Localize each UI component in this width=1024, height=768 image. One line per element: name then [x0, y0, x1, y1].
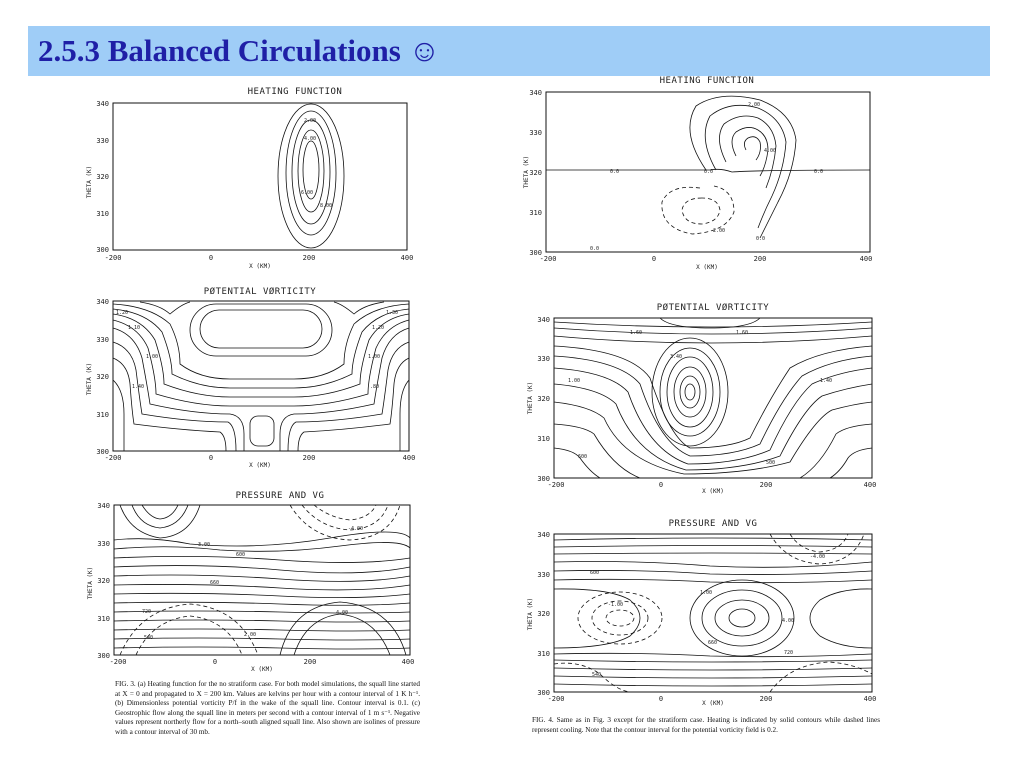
x-tick: 400	[863, 695, 877, 703]
plot-title: PØTENTIAL VØRTICITY	[656, 303, 770, 313]
contour-label: 1.40	[820, 378, 833, 384]
y-tick: 330	[537, 571, 550, 579]
contour-label: 540	[144, 635, 154, 641]
y-tick: 300	[537, 689, 550, 697]
x-tick: -200	[104, 454, 122, 462]
x-tick: 0	[658, 695, 664, 703]
y-tick: 310	[97, 615, 110, 623]
x-axis-label: X (KM)	[251, 666, 273, 673]
x-tick: -200	[104, 254, 122, 262]
y-tick: 330	[537, 355, 550, 363]
y-tick: 300	[529, 249, 542, 257]
fig3-pressure-panel	[80, 488, 420, 673]
x-tick: 0	[208, 254, 214, 262]
plot-frame	[113, 301, 409, 451]
y-tick: 300	[537, 475, 550, 483]
y-tick: 300	[96, 246, 109, 254]
fig4-caption: FIG. 4. Same as in Fig. 3 except for the stratiform case. Heating is indicated by solid contours while dashed lines represent cooling. Note that the contour interval for the potential vorticity field is 0.2.	[532, 716, 880, 734]
contour-label: 1.00	[568, 378, 581, 384]
fig3-heating-panel	[80, 82, 420, 272]
contour-label: 600	[236, 552, 246, 558]
fig4-pressure-panel	[520, 514, 890, 706]
contour-label: 1.20	[116, 310, 129, 316]
plot-title: PRESSURE AND VG	[235, 491, 325, 501]
x-tick: 0	[658, 481, 664, 489]
y-tick: 310	[537, 435, 550, 443]
x-tick: 400	[401, 658, 415, 666]
x-axis-label: X (KM)	[696, 264, 718, 271]
y-tick: 320	[529, 169, 542, 177]
plot-title: PØTENTIAL VØRTICITY	[203, 287, 317, 297]
fig4-heating-panel	[520, 72, 890, 272]
y-tick: 310	[96, 411, 109, 419]
contour-label: 540	[592, 672, 602, 678]
x-tick: 200	[759, 695, 773, 703]
y-axis-label: THETA (K)	[527, 381, 534, 415]
contour-label: 1.00	[700, 590, 713, 596]
contour-label: 600	[578, 454, 588, 460]
y-tick: 340	[97, 502, 110, 510]
x-tick: -200	[547, 695, 565, 703]
x-tick: 200	[753, 255, 767, 263]
fig4-pv-panel	[520, 298, 890, 494]
x-tick: 400	[859, 255, 873, 263]
y-axis-label: THETA (K)	[523, 155, 530, 189]
x-tick: 400	[863, 481, 877, 489]
contour-label: 1.00	[368, 354, 381, 360]
y-tick: 340	[537, 531, 550, 539]
y-tick: 310	[96, 210, 109, 218]
y-tick: 310	[537, 650, 550, 658]
x-axis-label: X (KM)	[702, 488, 724, 495]
y-tick: 340	[529, 89, 542, 97]
fig3-caption: FIG. 3. (a) Heating function for the no stratiform case. For both model simulations, the squall line started at X = 0 and propagated to X = 200 km. Values are kelvins per hour with a contour interval of 1 K h⁻¹. (b) Dimensionless potential vorticity P/f in the wake of the squall line. Contour interval is 0.1. (c) Geostrophic flow along the squall line in meters per second with a contour interval of 1 m s⁻¹. Negative values represent northerly flow for a north–south aligned squall line. Also shown are isolines of pressure with a contour interval of 30 mb.	[115, 680, 420, 736]
contour-label: 3.00	[198, 542, 211, 548]
y-axis-label: THETA (K)	[87, 566, 94, 600]
contour-label: 600	[590, 570, 600, 576]
y-tick: 340	[96, 100, 109, 108]
contour-label: 1.60	[736, 330, 749, 336]
fig4-heating-plot	[520, 72, 890, 272]
y-tick: 320	[537, 610, 550, 618]
contour-label: 0.0	[610, 169, 620, 175]
contour-label: -2.00	[710, 228, 726, 234]
x-tick: 200	[759, 481, 773, 489]
contour-label: 2.00	[304, 118, 317, 124]
y-tick: 320	[96, 173, 109, 181]
x-tick: 0	[212, 658, 218, 666]
y-tick: 320	[537, 395, 550, 403]
x-tick: 400	[402, 454, 416, 462]
contour-lines	[113, 302, 409, 451]
y-tick: 340	[96, 298, 109, 306]
y-tick: 300	[96, 448, 109, 456]
title-bar	[28, 26, 990, 76]
y-tick: 300	[97, 652, 110, 660]
fig3-pressure-plot	[80, 488, 420, 673]
contour-lines	[114, 505, 410, 655]
contour-label: 500	[766, 460, 776, 466]
contour-label: 4.00	[304, 136, 317, 142]
contour-label: 3.40	[670, 354, 683, 360]
fig4-pressure-plot	[520, 514, 890, 706]
y-tick: 330	[529, 129, 542, 137]
x-tick: 200	[302, 454, 316, 462]
slide-title: 2.5.3 Balanced Circulations ☺	[38, 33, 441, 68]
contour-label: 0.0	[704, 169, 714, 175]
fig3-pv-panel	[80, 284, 420, 472]
contour-label: 0.0	[756, 236, 766, 242]
fig3-pv-plot	[80, 284, 420, 472]
contour-label: -1.00	[608, 602, 624, 608]
y-axis-label: THETA (K)	[86, 362, 93, 396]
contour-label: 8.00	[320, 203, 333, 209]
x-axis-label: X (KM)	[249, 462, 271, 469]
contour-label: 6.00	[301, 190, 314, 196]
contour-label: 1.40	[132, 384, 145, 390]
plot-title: PRESSURE AND VG	[668, 519, 758, 529]
y-tick: 340	[537, 316, 550, 324]
contour-label: 1.10	[128, 325, 141, 331]
contour-label: 720	[784, 650, 794, 656]
plot-frame	[113, 103, 407, 250]
x-tick: 200	[303, 658, 317, 666]
fig4-pv-plot	[520, 298, 890, 494]
y-tick: 310	[529, 209, 542, 217]
x-tick: -200	[109, 658, 127, 666]
x-tick: -200	[547, 481, 565, 489]
x-axis-label: X (KM)	[702, 700, 724, 707]
contour-label: 660	[210, 580, 220, 586]
contour-label: 1.00	[146, 354, 159, 360]
contour-label: 0.0	[814, 169, 824, 175]
contour-lines	[278, 104, 344, 248]
contour-label: 720	[142, 609, 152, 615]
contour-label: 2.00	[244, 632, 257, 638]
y-tick: 330	[96, 137, 109, 145]
x-tick: 0	[651, 255, 657, 263]
y-tick: 320	[96, 373, 109, 381]
contour-label: 4.00	[782, 618, 795, 624]
x-tick: -200	[539, 255, 557, 263]
y-tick: 330	[97, 540, 110, 548]
contour-label: 4.00	[764, 148, 777, 154]
plot-title: HEATING FUNCTION	[247, 87, 343, 97]
x-tick: 400	[400, 254, 414, 262]
contour-label: 1.30	[386, 310, 399, 316]
contour-label: -4.00	[810, 554, 826, 560]
plot-title: HEATING FUNCTION	[659, 76, 755, 86]
contour-label: .80	[370, 384, 380, 390]
x-axis-label: X (KM)	[249, 263, 271, 270]
y-tick: 330	[96, 336, 109, 344]
contour-label: 1.20	[372, 325, 385, 331]
contour-label: 0.0	[590, 246, 600, 252]
contour-label: 1.60	[630, 330, 643, 336]
contour-label: 2.00	[748, 102, 761, 108]
y-axis-label: THETA (K)	[86, 165, 93, 199]
fig3-heating-plot	[80, 82, 420, 272]
contour-label: -4.00	[348, 526, 364, 532]
x-tick: 0	[208, 454, 214, 462]
contour-label: 660	[708, 640, 718, 646]
y-tick: 320	[97, 577, 110, 585]
contour-lines	[554, 318, 872, 478]
contour-lines	[546, 96, 870, 238]
contour-label: 4.00	[336, 610, 349, 616]
x-tick: 200	[302, 254, 316, 262]
y-axis-label: THETA (K)	[527, 597, 534, 631]
